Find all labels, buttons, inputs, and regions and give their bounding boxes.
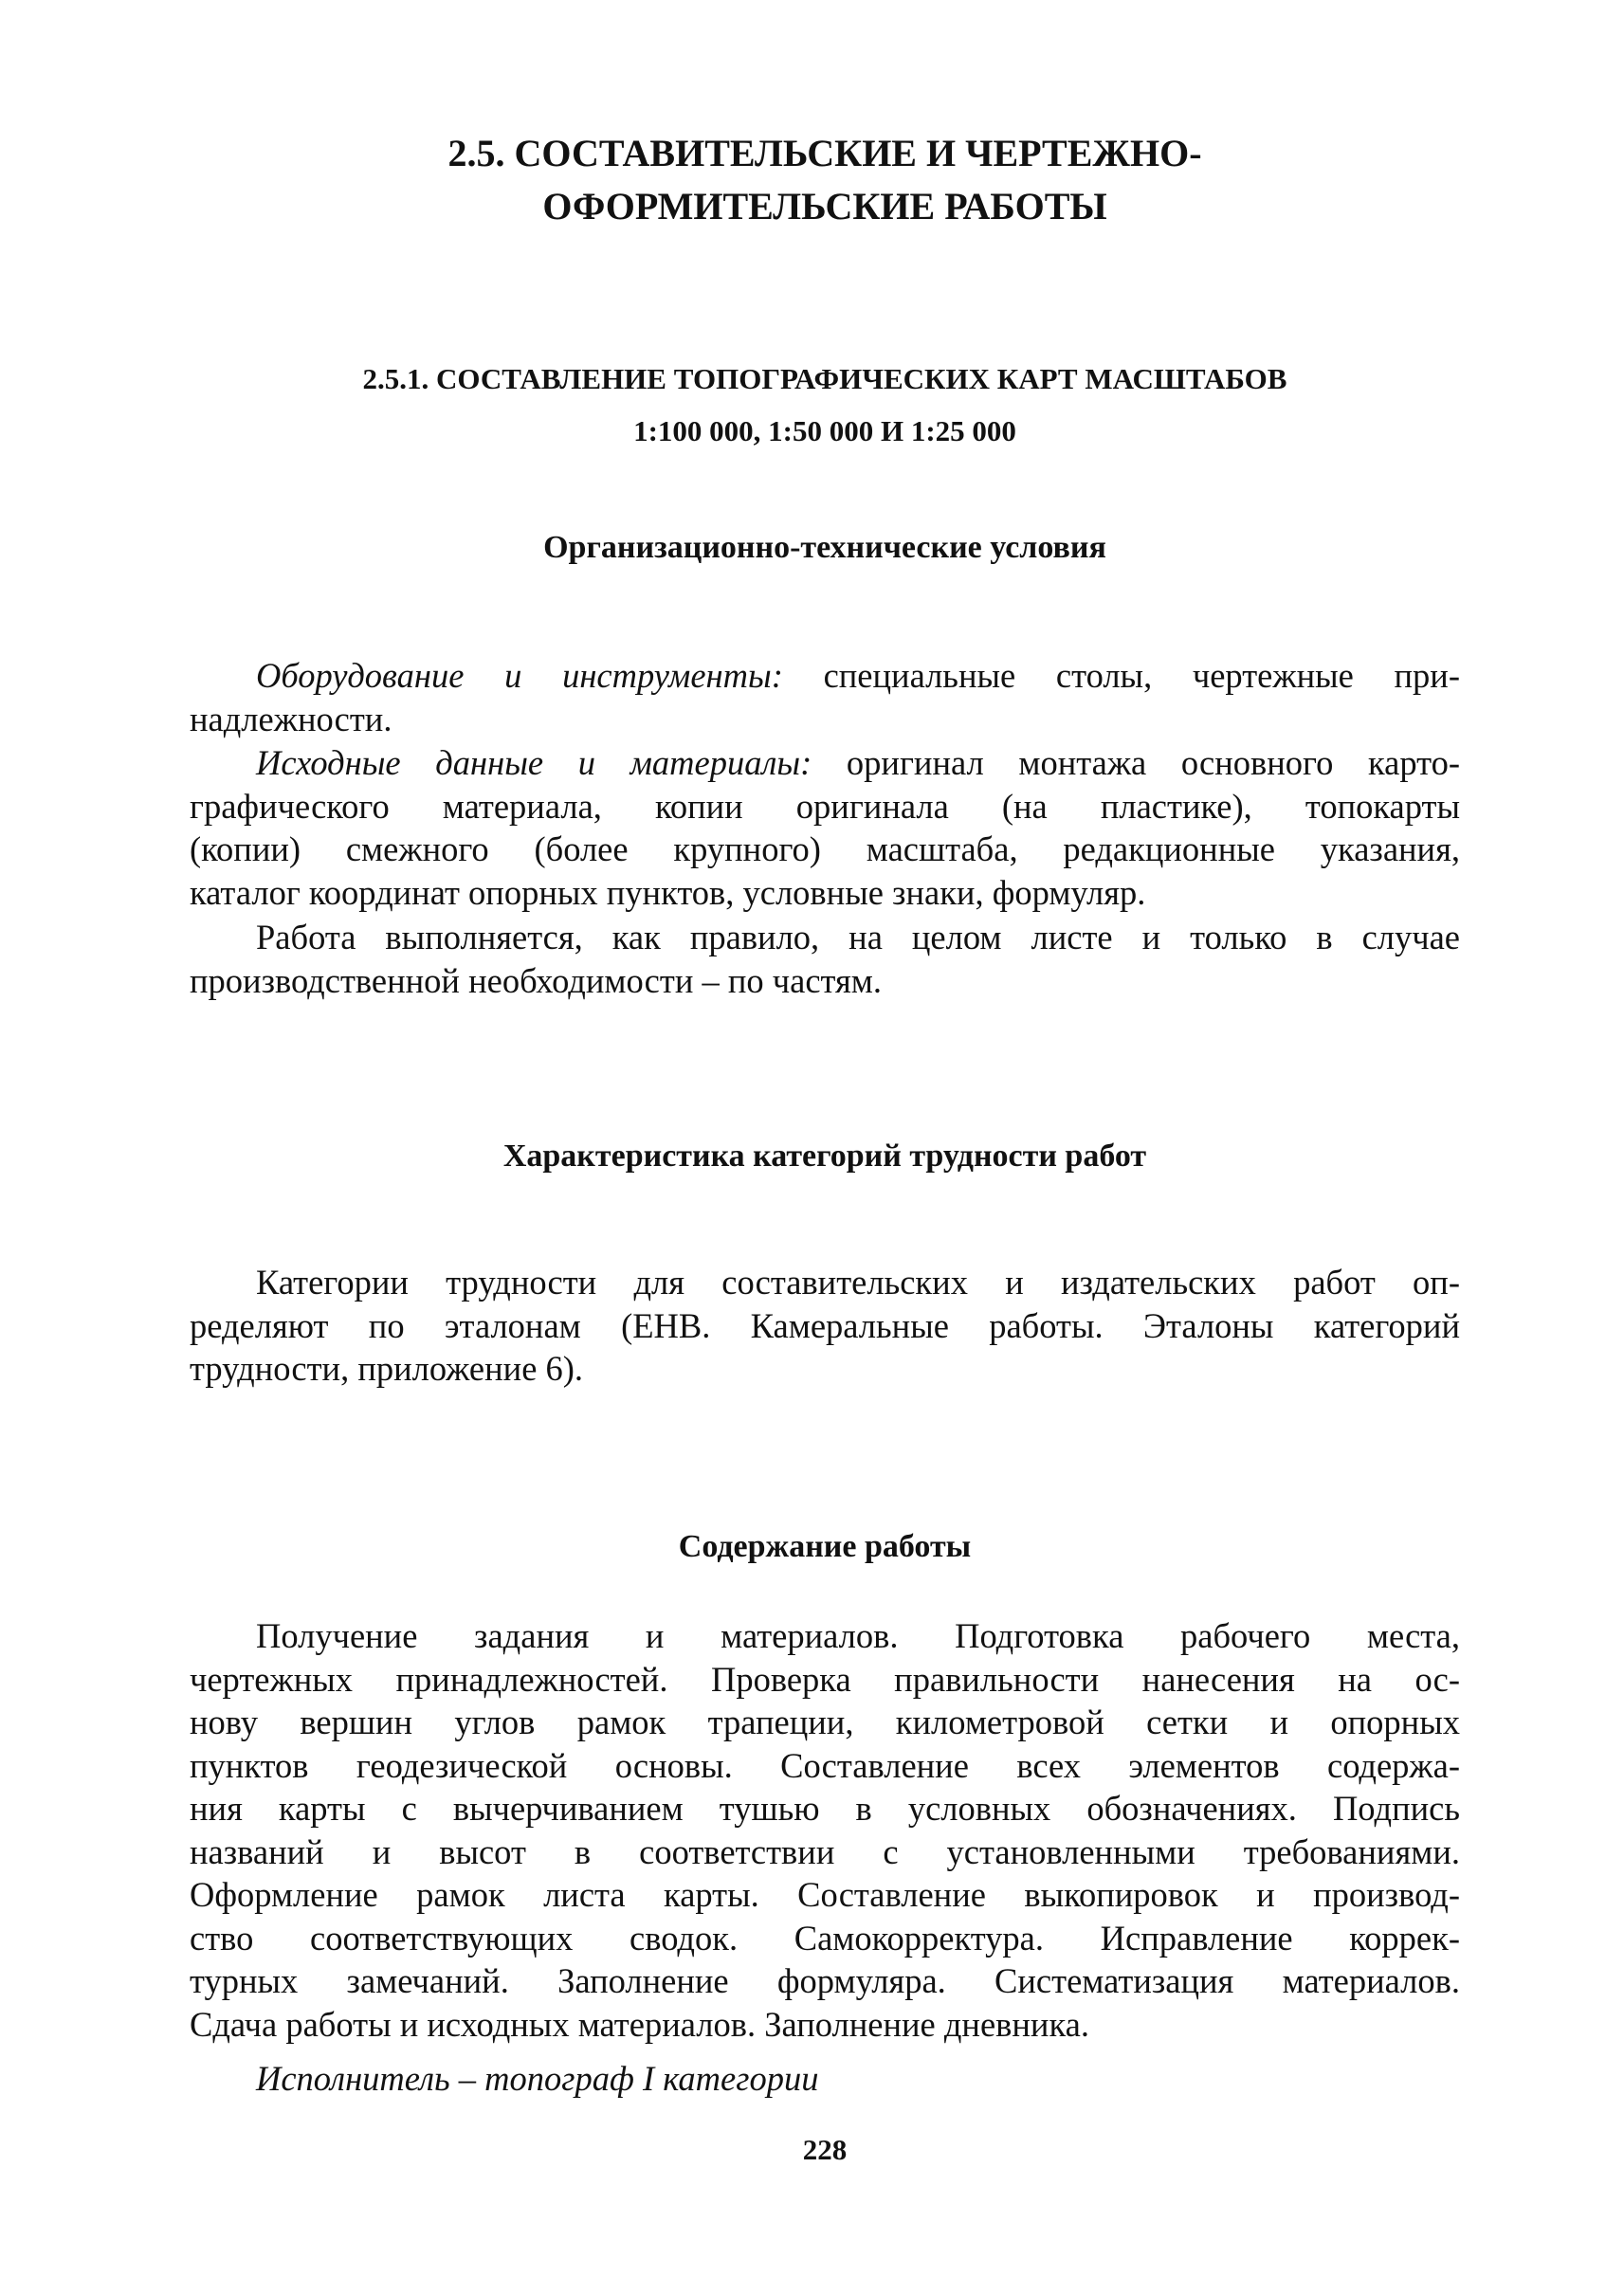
section-title-line-1: 2.5.1. СОСТАВЛЕНИЕ ТОПОГРАФИЧЕСКИХ КАРТ МАСШТАБОВ <box>362 362 1287 395</box>
chapter-title-line-2: ОФОРМИТЕЛЬСКИЕ РАБОТЫ <box>542 185 1107 228</box>
paragraph-source-line-4: каталог координат опорных пунктов, условные знаки, формуляр. <box>190 872 1146 912</box>
content-line: ния карты с вычерчиванием тушью в условных обозначениях. Подпись <box>190 1789 1460 1828</box>
content-line: Получение задания и материалов. Подготовка рабочего места, <box>256 1616 1460 1655</box>
heading-difficulty-categories: Характеристика категорий трудности работ <box>502 1138 1147 1174</box>
content-line: чертежных принадлежностей. Проверка правильности нанесения на ос- <box>190 1659 1460 1699</box>
source-text-1: оригинал монтажа основного карто- <box>812 743 1461 782</box>
content-line: нову вершин углов рамок трапеции, километровой сетки и опорных <box>190 1703 1460 1741</box>
source-label: Исходные данные и материалы: <box>256 743 812 782</box>
content-line: ство соответствующих сводок. Самокорректура. Исправление коррек- <box>190 1918 1460 1958</box>
equipment-text-1: специальные столы, чертежные при- <box>782 656 1460 695</box>
paragraph-source-line-2: графического материала, копии оригинала (на пластике), топокарты <box>190 786 1460 826</box>
content-line: пунктов геодезической основы. Составление всех элементов содержа- <box>190 1745 1460 1785</box>
content-line: Оформление рамок листа карты. Составление выкопировок и производ- <box>190 1875 1460 1914</box>
paragraph-source-line-3: (копии) смежного (более крупного) масштаба, редакционные указания, <box>190 829 1460 868</box>
executor-note: Исполнитель – топограф I категории <box>256 2059 819 2098</box>
document-page <box>190 0 1460 2295</box>
paragraph-categories <box>190 1261 1460 1391</box>
section-title <box>190 353 1460 457</box>
paragraph-categories-line-1: Категории трудности для составительских и издательских работ оп- <box>256 1263 1460 1302</box>
content-line: названий и высот в соответствии с установленными требованиями. <box>190 1831 1460 1871</box>
chapter-title-line-1: 2.5. СОСТАВИТЕЛЬСКИЕ И ЧЕРТЕЖНО- <box>447 132 1202 174</box>
paragraph-equipment <box>190 654 1460 740</box>
paragraph-work-content <box>190 1614 1460 2046</box>
paragraph-categories-line-2: ределяют по эталонам (ЕНВ. Камеральные работы. Эталоны категорий <box>190 1305 1460 1345</box>
paragraph-equipment-line-1 <box>190 654 1460 698</box>
paragraph-categories-line-3: трудности, приложение 6). <box>190 1349 584 1388</box>
page-number: 228 <box>802 2133 848 2166</box>
paragraph-equipment-line-2: надлежности. <box>190 699 392 738</box>
heading-org-conditions: Организационно-технические условия <box>543 530 1106 565</box>
paragraph-work-line-2: производственной необходимости – по частям. <box>190 960 882 1000</box>
paragraph-source-line-1 <box>190 741 1460 785</box>
chapter-title <box>190 127 1460 233</box>
equipment-label: Оборудование и инструменты: <box>256 656 783 695</box>
paragraph-work-mode <box>190 916 1460 1002</box>
content-line: турных замечаний. Заполнение формуляра. Систематизация материалов. <box>190 1961 1460 2000</box>
content-line: Сдача работы и исходных материалов. Заполнение дневника. <box>190 2004 1089 2044</box>
paragraph-source-data <box>190 741 1460 914</box>
section-title-line-2: 1:100 000, 1:50 000 И 1:25 000 <box>633 414 1016 447</box>
paragraph-work-line-1: Работа выполняется, как правило, на целом листе и только в случае <box>256 918 1460 956</box>
heading-work-content: Содержание работы <box>678 1529 972 1564</box>
